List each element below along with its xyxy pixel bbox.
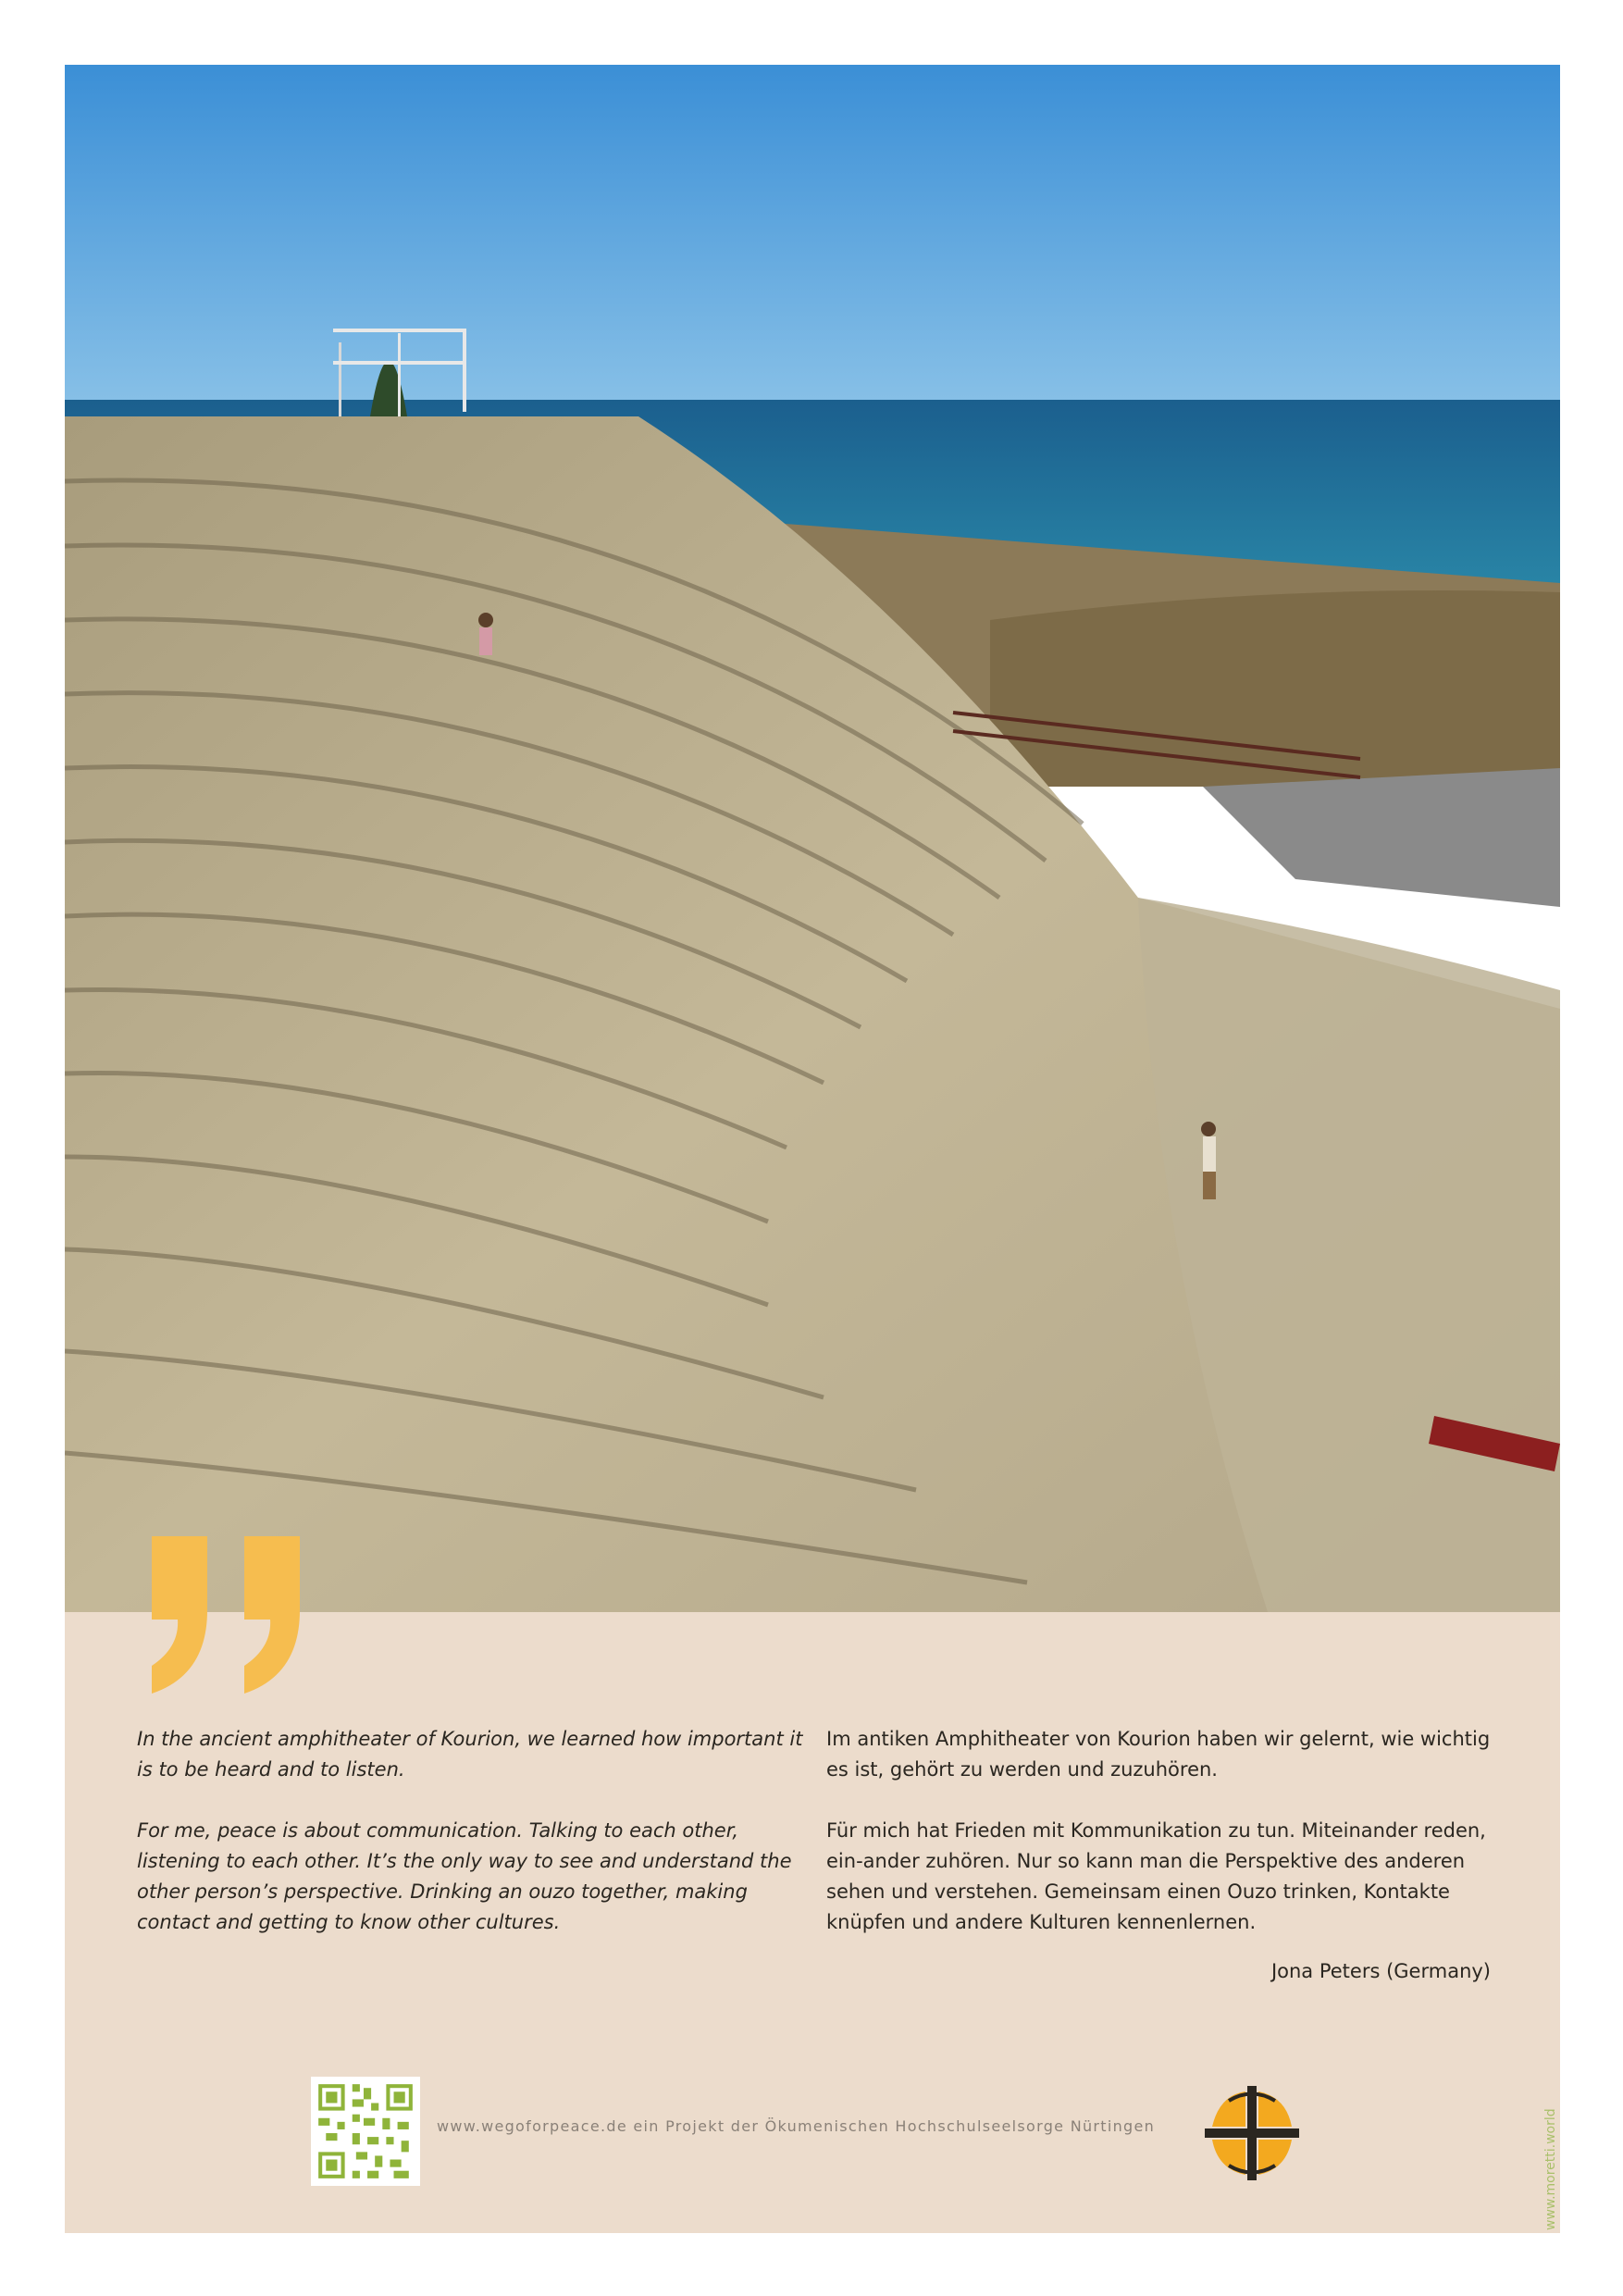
footer-credit: www.wegoforpeace.de ein Projekt der Ökumenischen Hochschulseelsorge Nürtingen — [437, 2117, 1156, 2135]
amphitheater-illustration — [65, 65, 1560, 1612]
quote-english-paragraph: For me, peace is about communication. Talking to each other, listening to each other. It’s the only way to see and understand the other person’s perspective. Drinking an ouzo together, making contact and getting to know other cultures. — [137, 1819, 792, 1933]
quotation-mark-icon — [133, 1527, 318, 1703]
poster — [65, 65, 1560, 2233]
quote-german-paragraph: Im antiken Amphitheater von Kourion haben wir gelernt, wie wichtig es ist, gehört zu werden und zuzuhören. — [826, 1728, 1491, 1781]
quote-english-paragraph: In the ancient amphitheater of Kourion, we learned how important it is to be heard and to listen. — [137, 1728, 803, 1781]
quote-author: Jona Peters (Germany) — [1270, 1960, 1491, 1982]
quote-german — [826, 1724, 1502, 1968]
qr-code-icon[interactable] — [311, 2077, 420, 2186]
quote-german-paragraph: Für mich hat Frieden mit Kommunikation zu tun. Miteinander reden, ein-ander zuhören. Nur so kann man die Perspektive des anderen sehen und verstehen. Gemeinsam einen Ouzo trinken, Kontakte knüpfen und andere Kulturen kennenlernen. — [826, 1819, 1486, 1933]
ecumenical-cross-logo-icon — [1201, 2082, 1303, 2184]
quote-english — [137, 1724, 812, 1968]
vertical-url[interactable]: www.moretti.world — [1543, 2108, 1558, 2230]
amphitheater-photo — [65, 65, 1560, 1612]
